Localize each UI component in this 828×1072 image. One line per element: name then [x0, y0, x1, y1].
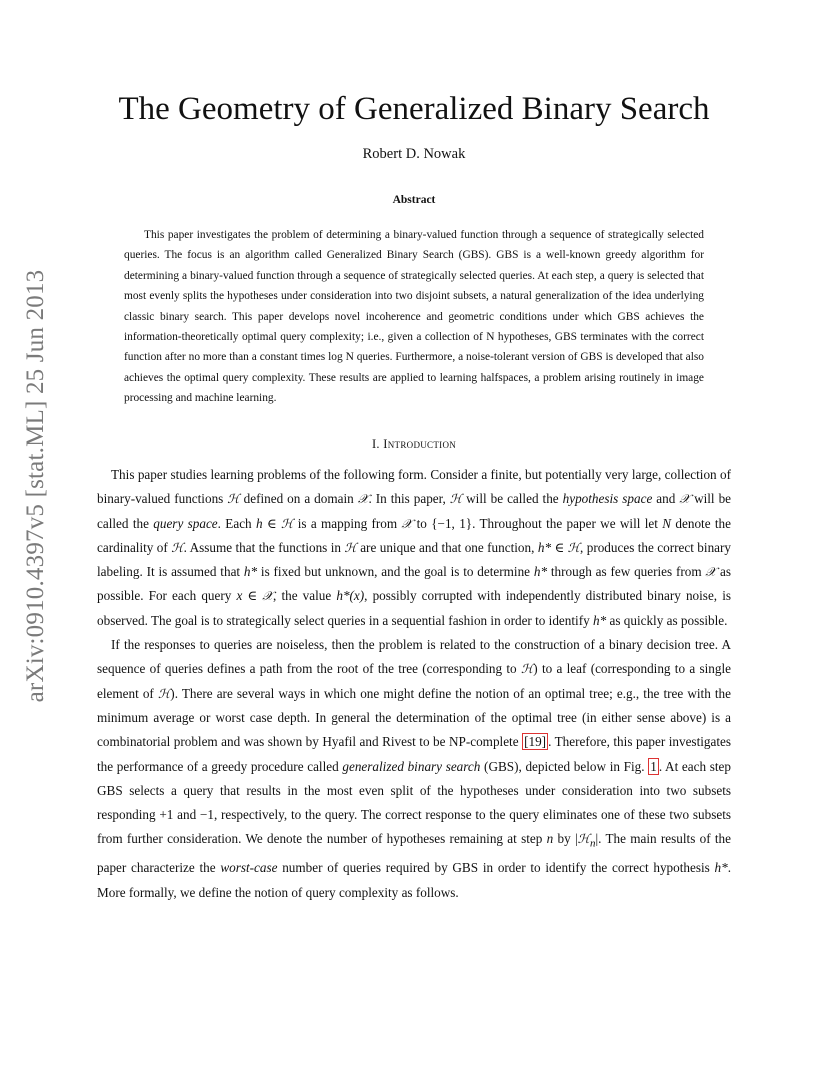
text-run: ) to a leaf (corresponding to a single element of: [97, 661, 731, 701]
text-run: 𝒳: [262, 588, 274, 604]
text-run: to {−1, 1}. Throughout the paper we will let: [412, 515, 663, 531]
paragraph-2: [97, 633, 731, 905]
figure-ref-link[interactable]: 1: [650, 758, 657, 774]
section-heading: [0, 437, 828, 452]
text-run: |. The main results of the paper characterize the: [97, 831, 731, 876]
text-run: . More formally, we define the notion of query complexity as follows.: [97, 860, 731, 900]
text-run: as possible. For each query: [97, 564, 731, 604]
text-run: 𝒳: [357, 491, 369, 507]
text-run: defined on a domain: [239, 491, 358, 507]
text-run: ℋ: [520, 661, 534, 677]
text-run: h*(x): [336, 588, 365, 604]
text-run: n: [546, 831, 554, 847]
paragraph-1: [97, 463, 731, 633]
text-run: and: [652, 491, 680, 507]
paper-title: The Geometry of Generalized Binary Search: [118, 91, 710, 127]
citation-link[interactable]: [19]: [524, 734, 547, 750]
text-run: 𝒳: [401, 515, 413, 531]
author-name: Robert D. Nowak: [362, 146, 466, 162]
text-run: . Each: [217, 515, 256, 531]
text-run: will be called the: [462, 491, 563, 507]
arxiv-identifier-stamp: arXiv:0910.4397v5 [stat.ML] 25 Jun 2013: [22, 269, 49, 703]
text-run: ℋ: [567, 539, 580, 555]
text-run: ℋ: [281, 515, 294, 531]
abstract-text: This paper investigates the problem of determining a binary-valued function through a sequence of strategically selected queries. The focus is an algorithm called Generalized Binary Search (GBS). GBS is a well-known greedy algorithm for determining a binary-valued function through a sequence of strategically selected queries. At each step, a query is selected that most evenly splits the hypotheses under consideration into two disjoint subsets, a natural generalization of the idea underlying classic binary search. This paper develops novel incoherence and geometric conditions under which GBS achieves the information-theoretically optimal query complexity; i.e., given a collection of N hypotheses, GBS terminates with the correct function after no more than a constant times log N queries. Furthermore, a noise-tolerant version of GBS is developed that also achieves the optimal query complexity. These results are applied to learning halfspaces, a problem arising routinely in image processing and machine learning.: [124, 229, 704, 405]
term-query-space: query space: [153, 515, 218, 531]
text-run: ℋ: [449, 491, 463, 507]
section-title: Introduction: [383, 437, 457, 451]
text-run: This paper studies learning problems of the following form. Consider a finite, but potentially very large, collection of binary-valued functions: [97, 467, 731, 507]
text-run: is fixed but unknown, and the goal is to determine: [257, 564, 534, 580]
text-run: through as few queries from: [547, 564, 706, 580]
text-run: 𝒳: [679, 491, 691, 507]
text-run: are unique and that one function,: [356, 539, 538, 555]
text-run: ℋ: [344, 539, 357, 555]
text-run: denote the cardinality of: [97, 515, 731, 555]
text-run: n: [589, 838, 596, 851]
term-worst-case: worst-case: [220, 860, 278, 876]
text-run: , produces the correct binary labeling. It is assumed that: [97, 539, 731, 580]
text-run: N: [662, 515, 672, 531]
text-run: h* ∈: [537, 539, 568, 555]
text-run: ). There are several ways in which one might define the notion of an optimal tree; e.g., the tree with the minimum average or worst case depth. In general the determination of the optimal tree (in either sense above) is a combinatorial problem and was shown by Hyafil and Rivest to be NP-complete: [97, 685, 732, 750]
text-run: h*: [592, 612, 607, 628]
abstract-heading: Abstract: [392, 194, 436, 206]
term-hypothesis-space: hypothesis space: [562, 491, 653, 507]
text-run: . In this paper,: [368, 491, 450, 507]
text-run: . Assume that the functions in: [183, 539, 345, 555]
text-run: by |: [553, 831, 578, 847]
text-run: . At each step GBS selects a query that results in the most even split of the hypotheses under consideration into two subsets responding +1 and −1, respectively, to the query. The correct response to the query eliminates one of these two subsets from further consideration. We denote the number of hypotheses remaining at step: [97, 758, 731, 847]
text-run: h*: [533, 564, 548, 580]
text-run: , possibly corrupted with independently distributed binary noise, is observed. The goal is to strategically select queries in a sequential fashion in order to identify: [97, 588, 731, 628]
text-run: will be called the: [97, 491, 732, 531]
text-run: ℋ: [577, 831, 590, 847]
text-run: . Therefore, this paper investigates the performance of a greedy procedure called: [97, 734, 731, 774]
text-run: ℋ: [171, 539, 184, 555]
text-run: is a mapping from: [293, 515, 402, 531]
text-run: (GBS), depicted below in Fig.: [480, 758, 649, 774]
text-run: h*: [714, 860, 728, 876]
section-number: I.: [371, 437, 384, 451]
text-run: h ∈: [255, 515, 282, 531]
text-run: ℋ: [157, 685, 171, 701]
text-run: as quickly as possible.: [606, 612, 728, 628]
text-run: ℋ: [227, 491, 240, 507]
text-run: 𝒳: [705, 564, 717, 580]
body-text: [97, 463, 731, 905]
text-run: x ∈: [236, 588, 263, 604]
text-run: number of queries required by GBS in order to identify the correct hypothesis: [277, 860, 715, 876]
text-run: If the responses to queries are noiseless, then the problem is related to the construction of a binary decision tree. A sequence of queries defines a path from the root of the tree (corresponding to: [97, 637, 731, 677]
text-run: , the value: [273, 588, 337, 604]
text-run: h*: [243, 564, 258, 580]
term-generalized-binary-search: generalized binary search: [342, 758, 481, 774]
